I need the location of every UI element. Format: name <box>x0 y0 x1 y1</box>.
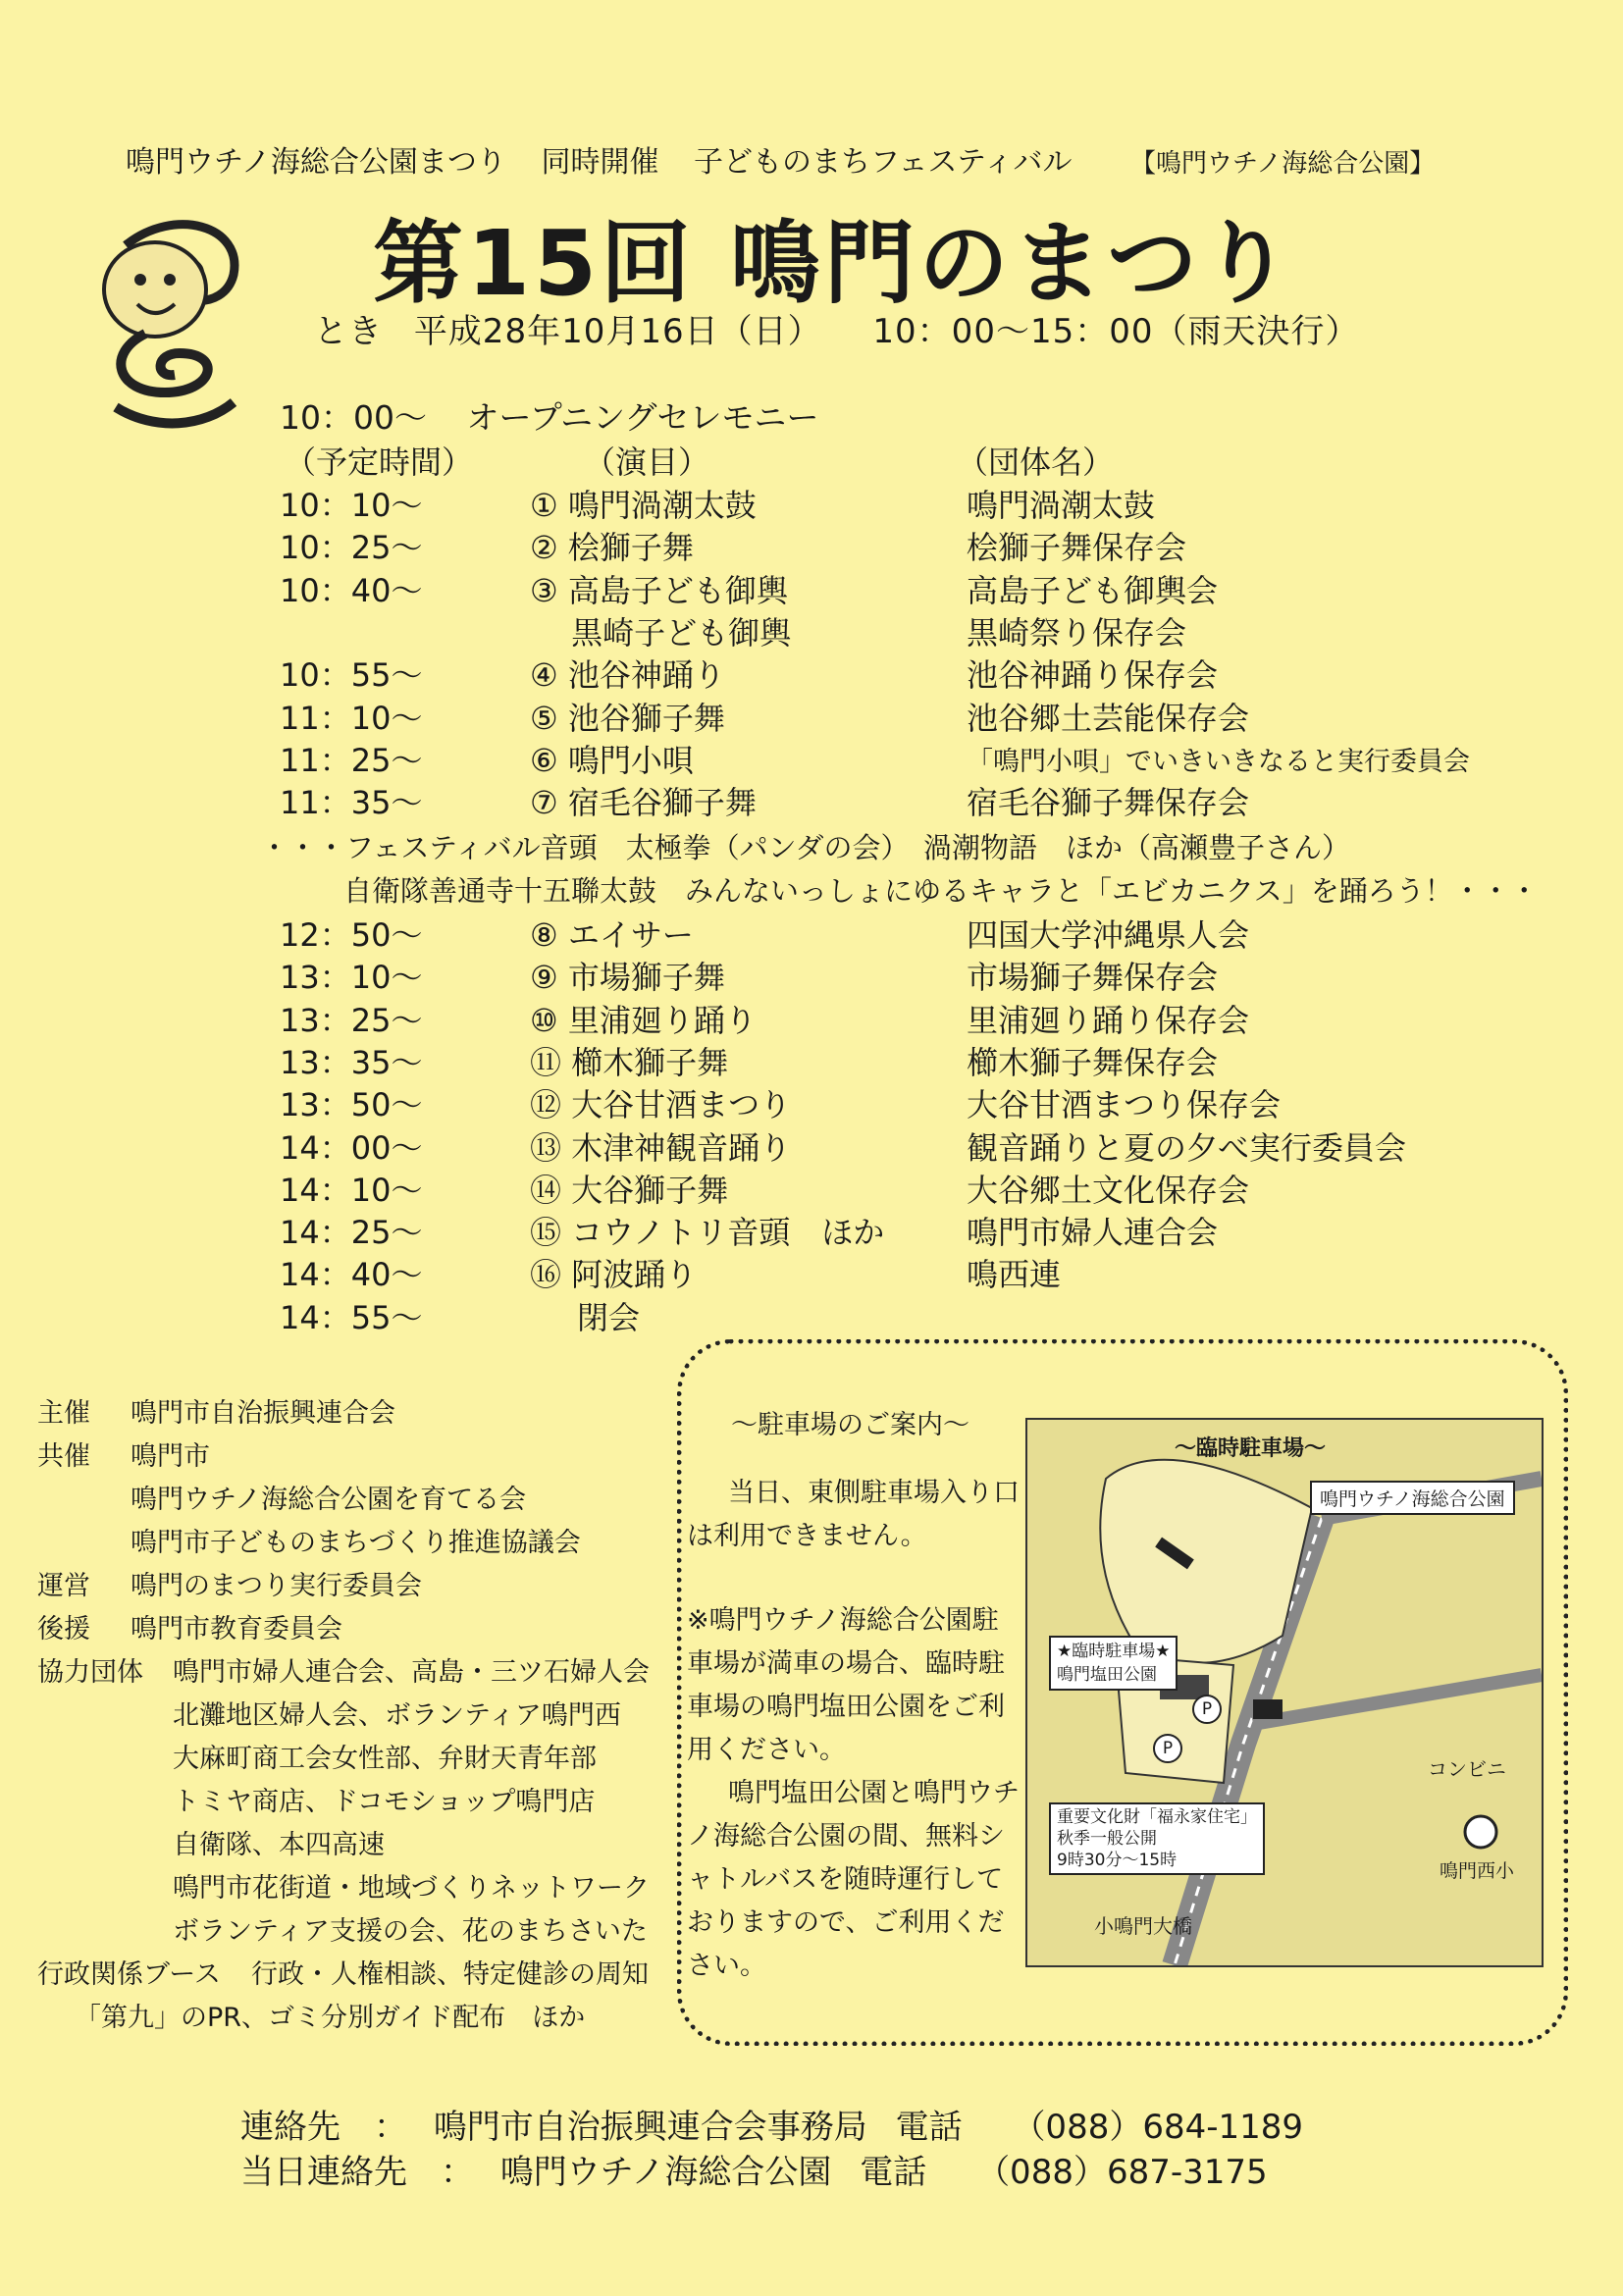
map-label-park: 鳴門ウチノ海総合公園 <box>1310 1481 1515 1515</box>
schedule-group: 四国大学沖縄県人会 <box>967 916 1250 954</box>
schedule-group: 観音踊りと夏の夕べ実行委員会 <box>967 1128 1407 1167</box>
schedule-program: ⑬ 木津神観音踊り <box>530 1128 792 1167</box>
column-header-program: （演目） <box>584 444 710 481</box>
schedule-group: 桧獅子舞保存会 <box>967 529 1187 567</box>
parking-title: ～駐車場のご案内～ <box>731 1410 969 1440</box>
schedule-group: 里浦廻り踊り保存会 <box>967 1001 1250 1039</box>
schedule-group: 櫛木獅子舞保存会 <box>967 1043 1219 1081</box>
header-event2: 子どものまちフェスティバル <box>694 145 1073 180</box>
schedule-row <box>0 1250 1623 1292</box>
map-label-temp-lot <box>1049 1636 1178 1691</box>
schedule-group: 大谷甘酒まつり保存会 <box>967 1086 1282 1124</box>
schedule-row <box>0 651 1623 693</box>
schedule-row <box>0 1208 1623 1250</box>
cooperation-value: 大麻町商工会女性部、弁財天青年部 <box>173 1744 597 1774</box>
mascot-swirl-icon <box>86 206 253 432</box>
cohost-label: 共催 <box>37 1441 90 1472</box>
cooperation-value: ボランティア支援の会、花のまちさいた <box>173 1916 648 1947</box>
temp-lot-name: 鳴門塩田公園 <box>1057 1665 1157 1685</box>
host-value: 鳴門市自治振興連合会 <box>131 1398 395 1429</box>
schedule-group: 鳴門渦潮太鼓 <box>967 487 1156 524</box>
page-title: 第15回 鳴門のまつり <box>373 211 1296 316</box>
schedule-program: ⑦ 宿毛谷獅子舞 <box>530 784 757 822</box>
schedule-row <box>0 608 1623 651</box>
parking-p-icon: P <box>1153 1734 1182 1763</box>
cooperation-value: 自衛隊、本四高速 <box>173 1830 385 1860</box>
schedule-row <box>0 953 1623 995</box>
schedule-time: 13：50～ <box>280 1086 423 1124</box>
schedule-time: 14：55～ <box>280 1298 423 1336</box>
parking-map <box>1025 1418 1544 1967</box>
parking-note-3: 鳴門塩田公園と鳴門ウチノ海総合公園の間、無料シャトルバスを随時運行しておりますので、ご利用ください。 <box>687 1778 1020 1981</box>
map-title: ～臨時駐車場～ <box>1175 1436 1327 1461</box>
schedule-program: ① 鳴門渦潮太鼓 <box>530 487 757 524</box>
schedule-row <box>0 911 1623 953</box>
schedule-group: 池谷郷土芸能保存会 <box>967 699 1250 737</box>
cooperation-value: 鳴門市婦人連合会、高島・三ツ石婦人会 <box>173 1657 650 1688</box>
header-concurrent: 同時開催 <box>541 145 659 180</box>
schedule-program: ⑨ 市場獅子舞 <box>530 959 725 997</box>
schedule-row <box>0 1166 1623 1208</box>
parking-note-2: ※鳴門ウチノ海総合公園駐車場が満車の場合、臨時駐車場の鳴門塩田公園をご利用ください。 <box>687 1605 1005 1765</box>
column-header-group: （団体名） <box>957 444 1115 481</box>
organizers <box>37 1391 665 2033</box>
map-label-bridge: 小鳴門大橋 <box>1094 1914 1192 1938</box>
schedule-group: 市場獅子舞保存会 <box>967 959 1219 997</box>
map-label-heritage <box>1049 1802 1265 1875</box>
schedule-row <box>0 1080 1623 1122</box>
booth-row-2: 「第九」のPR、ゴミ分別ガイド配布 ほか <box>75 2003 586 2033</box>
schedule-row <box>0 778 1623 820</box>
schedule-program: ⑪ 櫛木獅子舞 <box>530 1043 729 1081</box>
column-header-time: （予定時間） <box>285 444 474 481</box>
schedule-time: 14：25～ <box>280 1214 423 1252</box>
schedule-group: 大谷郷土文化保存会 <box>967 1171 1250 1209</box>
contact-row-2 <box>240 2145 1268 2193</box>
heritage-title: 重要文化財「福永家住宅」 <box>1057 1807 1257 1827</box>
contact-phone: （088）687-3175 <box>976 2153 1268 2192</box>
booth-value: 行政・人権相談、特定健診の周知 <box>251 1959 649 1990</box>
schedule-program: ⑭ 大谷獅子舞 <box>530 1171 729 1209</box>
cooperation-value: トミヤ商店、ドコモショップ鳴門店 <box>173 1787 596 1817</box>
map-label-school: 鳴門西小 <box>1440 1860 1515 1882</box>
schedule-time: 10：40～ <box>280 571 423 609</box>
parking-note-1: 当日、東側駐車場入り口は利用できません。 <box>687 1478 1020 1551</box>
cooperation-value: 鳴門市花街道・地域づくりネットワーク <box>173 1873 650 1904</box>
schedule-time: 11：10～ <box>280 699 423 737</box>
support-value: 鳴門市教育委員会 <box>131 1614 342 1644</box>
schedule-time: 11：25～ <box>280 741 423 779</box>
schedule-time: 13：35～ <box>280 1043 423 1081</box>
schedule-program: ⑮ コウノトリ音頭 ほか <box>530 1214 885 1252</box>
interlude-line1: ・・・フェスティバル音頭 太極拳（パンダの会） 渦潮物語 ほか（高瀬豊子さん） <box>260 831 1350 864</box>
header-line <box>126 137 1435 181</box>
schedule-row <box>0 1038 1623 1080</box>
schedule-group: 「鳴門小唄」でいきいきなると実行委員会 <box>967 746 1470 777</box>
map-label-convenience: コンビニ <box>1428 1757 1506 1781</box>
schedule-row <box>0 996 1623 1038</box>
opening-row <box>280 392 819 439</box>
contact-phone-label: 電話 <box>860 2153 927 2192</box>
cohost-value: 鳴門ウチノ海総合公園を育てる会 <box>131 1485 527 1515</box>
cooperation-value: 北灘地区婦人会、ボランティア鳴門西 <box>173 1700 621 1731</box>
interlude-line2: 自衛隊善通寺十五聯太鼓 みんないっしょにゆるキャラと「エビカニクス」を踊ろう！・・・ <box>343 874 1539 908</box>
contact-phone: （088）684-1189 <box>1012 2108 1304 2147</box>
contact-row-1 <box>240 2100 1303 2148</box>
heritage-season: 秋季一般公開 <box>1057 1829 1157 1849</box>
parking-p-icon: P <box>1192 1695 1222 1724</box>
date-label: とき <box>314 312 383 351</box>
schedule-time: 10：10～ <box>280 487 423 524</box>
schedule-group: 高島子ども御輿会 <box>967 571 1219 609</box>
schedule-group: 池谷神踊り保存会 <box>967 656 1219 695</box>
schedule-program: ⑯ 阿波踊り <box>530 1256 698 1294</box>
event-date: 平成28年10月16日（日） <box>413 312 822 351</box>
schedule-program: ③ 高島子ども御輿 <box>530 571 788 609</box>
schedule-program: ⑫ 大谷甘酒まつり <box>530 1086 792 1124</box>
opening-time: 10：00～ <box>280 398 427 437</box>
schedule-group: 宿毛谷獅子舞保存会 <box>967 784 1250 822</box>
schedule-row <box>0 736 1623 778</box>
contact-org: 鳴門ウチノ海総合公園 <box>499 2153 832 2192</box>
operation-value: 鳴門のまつり実行委員会 <box>131 1571 422 1601</box>
schedule-program: ② 桧獅子舞 <box>530 529 694 567</box>
schedule-time: 10：25～ <box>280 529 423 567</box>
schedule-time: 14：00～ <box>280 1128 423 1167</box>
contact-org: 鳴門市自治振興連合会事務局 <box>433 2108 867 2147</box>
schedule-time: 13：10～ <box>280 959 423 997</box>
contact-label: 当日連絡先 ： <box>240 2153 474 2192</box>
date-line <box>314 304 1359 352</box>
schedule-row <box>0 481 1623 523</box>
schedule-row <box>0 1293 1623 1335</box>
booth-label: 行政関係ブース <box>37 1959 221 1990</box>
schedule-time: 10：55～ <box>280 656 423 695</box>
schedule-time: 14：40～ <box>280 1256 423 1294</box>
contact-phone-label: 電話 <box>895 2108 963 2147</box>
contact-label: 連絡先 ： <box>240 2108 407 2147</box>
schedule-group: 鳴西連 <box>967 1256 1062 1294</box>
schedule-group: 鳴門市婦人連合会 <box>967 1214 1219 1252</box>
schedule-row <box>0 566 1623 608</box>
schedule-program: 閉会 <box>577 1298 641 1336</box>
schedule-time: 14：10～ <box>280 1171 423 1209</box>
schedule-row <box>0 694 1623 736</box>
event-time: 10：00～15：00（雨天決行） <box>872 312 1360 351</box>
heritage-hours: 9時30分～15時 <box>1057 1851 1178 1870</box>
host-label: 主催 <box>37 1398 90 1429</box>
header-event1: 鳴門ウチノ海総合公園まつり <box>126 145 506 180</box>
support-label: 後援 <box>37 1614 90 1644</box>
temp-lot-label: ★臨時駐車場★ <box>1057 1642 1171 1661</box>
operation-label: 運営 <box>37 1571 90 1601</box>
schedule-program: ④ 池谷神踊り <box>530 656 725 695</box>
schedule-row <box>0 523 1623 565</box>
cohost-value: 鳴門市子どものまちづくり推進協議会 <box>131 1528 581 1558</box>
schedule-row <box>0 1123 1623 1166</box>
cohost-value: 鳴門市 <box>131 1441 210 1472</box>
schedule-program: ⑤ 池谷獅子舞 <box>530 699 725 737</box>
schedule-time: 11：35～ <box>280 784 423 822</box>
opening-label: オープニングセレモニー <box>466 398 819 437</box>
cooperation-label: 協力団体 <box>37 1657 143 1688</box>
schedule-group: 黒崎祭り保存会 <box>967 613 1187 652</box>
schedule-program: ⑥ 鳴門小唄 <box>530 741 694 779</box>
schedule-program: 黒崎子ども御輿 <box>530 613 792 652</box>
schedule-time: 12：50～ <box>280 916 423 954</box>
schedule-program: ⑧ エイサー <box>530 916 694 954</box>
header-venue: 【鳴門ウチノ海総合公園】 <box>1130 149 1436 179</box>
schedule-time: 13：25～ <box>280 1001 423 1039</box>
schedule-program: ⑩ 里浦廻り踊り <box>530 1001 757 1039</box>
